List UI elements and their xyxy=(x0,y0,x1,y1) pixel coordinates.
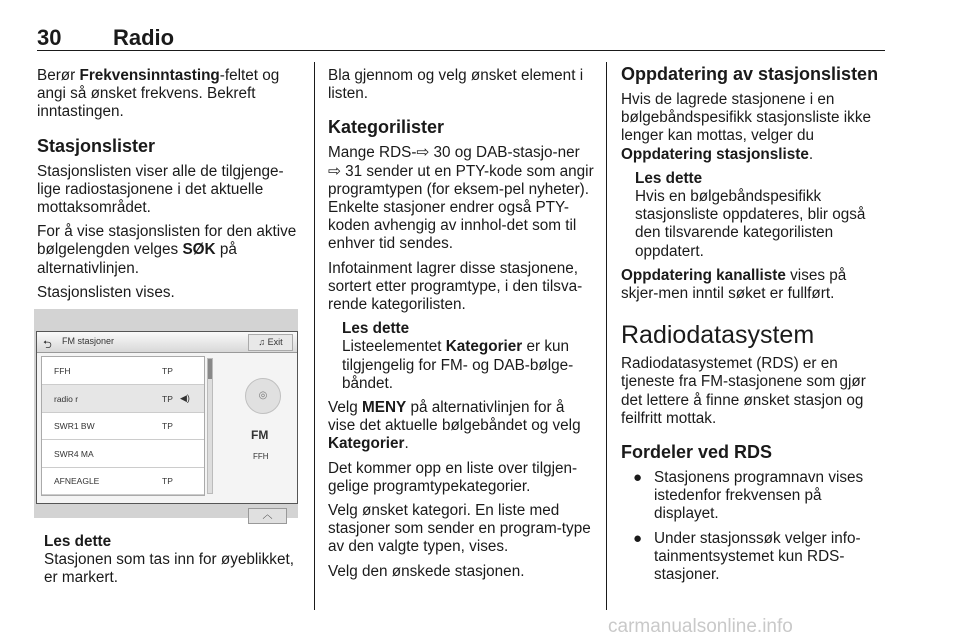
station-row[interactable] xyxy=(42,440,204,468)
column-2 xyxy=(328,67,594,587)
paragraph-update-list: Hvis de lagrede stasjonene i en bølgebåndspesifikk stasjonsliste ikke lenger kan mottas, velger du Oppdatering stasjonsliste. xyxy=(621,91,871,163)
chevron-up-button[interactable] xyxy=(248,508,287,524)
paragraph-select-station: Velg den ønskede stasjonen. xyxy=(328,562,525,580)
screen-titlebar xyxy=(37,332,297,353)
paragraph-browse: Bla gjennom og velg ønsket element i listen. xyxy=(328,67,584,103)
tp-tag: TP xyxy=(162,476,173,487)
paragraph-list-shown: Stasjonslisten vises. xyxy=(37,283,175,301)
station-row[interactable] xyxy=(42,467,204,495)
bullet-icon: ● xyxy=(633,469,643,487)
page-ref-icon: ⇨ xyxy=(416,144,430,162)
oppdatering-kanalliste-term: Oppdatering kanalliste xyxy=(621,266,786,284)
paragraph-rds: Radiodatasystemet (RDS) er en tjeneste fra FM-stasjonene som gjør det lettere å finne ønsket stasjon og feilfritt mottak. xyxy=(621,355,866,427)
heading-stasjonslister: Stasjonslister xyxy=(37,135,156,156)
oppdatering-stasjonsliste-term: Oppdatering stasjonsliste xyxy=(621,145,809,163)
paragraph-infotainment-stores: Infotainment lagrer disse stasjonene, sortert etter programtype, i den tilsva-rende kategorilisten. xyxy=(328,259,583,314)
speaker-icon: ◀) xyxy=(180,392,190,403)
header-rule xyxy=(37,50,885,51)
note-title: Les dette xyxy=(44,533,112,550)
exit-button[interactable]: ♫ Exit xyxy=(248,334,293,351)
column-3 xyxy=(621,64,887,590)
list-item: ● Stasjonens programnavn vises istedenfor frekvensen på displayet. xyxy=(633,469,864,523)
heading-radiodatasystem: Radiodatasystem xyxy=(621,321,815,350)
scrollbar[interactable] xyxy=(207,358,213,494)
note-text: Hvis en bølgebåndspesifikk stasjonsliste oppdateres, blir også den tilsvarende kategorilisten oppdatert. xyxy=(635,188,866,260)
station-row[interactable] xyxy=(42,385,204,413)
frekvensinntasting-term: Frekvensinntasting xyxy=(79,67,220,84)
chevron-up-icon: ︿ xyxy=(262,510,273,521)
tp-tag: TP xyxy=(162,366,173,376)
screen-title: FM stasjoner xyxy=(62,336,115,346)
sok-term: SØK xyxy=(182,241,216,259)
paragraph-frequency-entry: Berør Frekvensinntasting-feltet og angi så ønsket frekvens. Bekreft inntastingen. xyxy=(37,67,280,121)
back-arrow-icon[interactable]: ⮌ xyxy=(43,339,52,351)
station-list xyxy=(41,356,205,496)
station-name: SWR1 BW xyxy=(54,421,95,432)
note-current-station xyxy=(44,533,304,588)
note-categories: Les dette Listeelementet Kategorier er kun tilgjengelig for FM- og DAB-bølge-båndet. xyxy=(342,320,594,393)
note-title: Les dette xyxy=(342,320,410,338)
page-number: 30 xyxy=(37,25,62,50)
radio-screen xyxy=(36,331,298,521)
heading-kategorilister: Kategorilister xyxy=(328,117,445,138)
station-list-screenshot xyxy=(34,309,298,521)
paragraph-pty: Mange RDS-⇨ 30 og DAB-stasjo-ner ⇨ 31 sender ut en PTY-kode som angir programtypen (for eksem-pel nyheter). Enkelte stasjoner endrer også PTY-koden avhengig av innhol-det som til enhver tid sendes. xyxy=(328,144,594,253)
radio-band-icon: ◎ xyxy=(245,378,281,414)
station-name: radio r xyxy=(54,393,79,404)
list-item: ● Under stasjonssøk velger info-tainmentsystemet kun RDS-stasjoner. xyxy=(633,529,861,584)
scrollbar-thumb[interactable] xyxy=(208,359,212,379)
paragraph-station-list-desc: Stasjonslisten viser alle de tilgjenge-lige radiostasjonene i det aktuelle mottaksområdet. xyxy=(37,162,284,217)
station-row[interactable] xyxy=(42,412,204,440)
kategorier-term: Kategorier xyxy=(445,338,523,356)
current-station-label: FFH xyxy=(253,452,269,461)
station-name: FFH xyxy=(54,366,71,376)
watermark: carmanualsonline.info xyxy=(608,616,793,637)
column-divider-1 xyxy=(314,62,315,610)
heading-oppdatering: Oppdatering av stasjonslisten xyxy=(621,64,879,84)
station-row[interactable] xyxy=(42,357,204,385)
kategorier-term-2: Kategorier xyxy=(328,435,405,453)
paragraph-select-category: Velg ønsket kategori. En liste med stasjoner som sender en program-type av den valgte typen, vises. xyxy=(328,502,591,556)
tp-tag: TP xyxy=(162,421,173,432)
column-divider-2 xyxy=(606,62,607,610)
station-name: SWR4 MA xyxy=(54,448,94,459)
note-title: Les dette xyxy=(635,169,703,187)
paragraph-select-menu: Velg MENY på alternativlinjen for å vise det aktuelle bølgebåndet og velg Kategorier. xyxy=(328,399,581,453)
page-ref-icon: ⇨ xyxy=(328,162,341,180)
note-update xyxy=(635,170,887,261)
paragraph-category-list: Det kommer opp en liste over tilgjen-gelige programtypekategorier. xyxy=(328,459,578,495)
tp-tag: TP xyxy=(162,393,173,404)
paragraph-update-shown: Oppdatering kanalliste vises på skjer-men inntil søket er fullført. xyxy=(621,266,847,303)
music-note-icon: ♫ xyxy=(258,337,266,347)
band-label: FM xyxy=(251,428,269,442)
bullet-icon: ● xyxy=(633,529,643,547)
meny-term: MENY xyxy=(362,399,407,417)
page-title: Radio xyxy=(113,25,175,50)
column-1 xyxy=(37,67,303,308)
note-text: Stasjonen som tas inn for øyeblikket, er markert. xyxy=(44,551,294,587)
paragraph-show-list: For å vise stasjonslisten for den aktive bølgelengden velges SØK på alternativlinjen. xyxy=(37,223,297,277)
heading-fordeler: Fordeler ved RDS xyxy=(621,442,773,463)
station-name: AFNEAGLE xyxy=(54,476,100,487)
